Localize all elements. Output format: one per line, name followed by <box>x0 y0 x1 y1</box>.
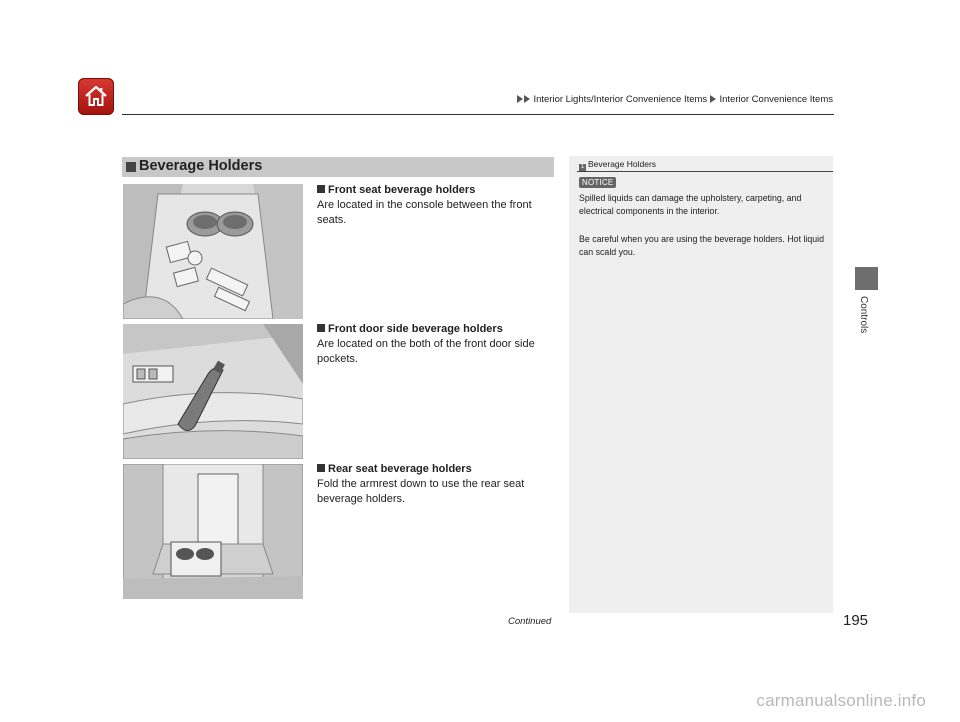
section-header <box>122 157 554 177</box>
home-button[interactable] <box>78 78 114 115</box>
note-title: Beverage Holders <box>588 159 657 169</box>
home-icon <box>83 83 109 109</box>
continued-label: Continued <box>508 616 552 627</box>
item-heading: Front seat beverage holders <box>328 184 476 196</box>
section-tab-label[interactable]: Controls <box>858 296 869 334</box>
breadcrumb <box>517 94 833 105</box>
front-seat-item <box>317 183 557 228</box>
breadcrumb-arrow-icon <box>710 95 716 103</box>
bullet-square-icon <box>317 324 325 332</box>
breadcrumb-arrow-icon <box>524 95 530 103</box>
door-pocket-image <box>123 324 303 459</box>
bullet-square-icon <box>317 185 325 193</box>
front-door-item <box>317 322 557 367</box>
section-square-icon <box>126 162 136 172</box>
side-note-panel <box>569 156 833 613</box>
note-divider <box>577 171 833 172</box>
rear-armrest-image <box>123 464 303 599</box>
section-tab-marker[interactable] <box>855 267 878 290</box>
item-body: Fold the armrest down to use the rear seat beverage holders. <box>317 478 525 505</box>
breadcrumb-item[interactable]: Interior Lights/Interior Convenience Items <box>533 94 708 105</box>
front-console-image <box>123 184 303 319</box>
section-title: Beverage Holders <box>139 158 263 174</box>
note-paragraph: Spilled liquids can damage the upholstery, carpeting, and electrical components in the interior. <box>579 193 802 216</box>
page-number: 195 <box>843 612 869 629</box>
rear-seat-item <box>317 462 547 507</box>
item-heading: Rear seat beverage holders <box>328 463 472 475</box>
item-heading: Front door side beverage holders <box>328 323 503 335</box>
notice-badge: NOTICE <box>579 177 616 188</box>
item-body: Are located in the console between the front seats. <box>317 199 532 226</box>
note-paragraph: Be careful when you are using the beverage holders. Hot liquid can scald you. <box>579 234 824 257</box>
breadcrumb-item[interactable]: Interior Convenience Items <box>719 94 833 105</box>
item-body: Are located on the both of the front door side pockets. <box>317 338 535 365</box>
note-marker-icon: 1 <box>580 164 585 170</box>
header-divider <box>122 114 834 115</box>
watermark: carmanualsonline.info <box>756 691 926 710</box>
bullet-square-icon <box>317 464 325 472</box>
breadcrumb-arrow-icon <box>517 95 523 103</box>
